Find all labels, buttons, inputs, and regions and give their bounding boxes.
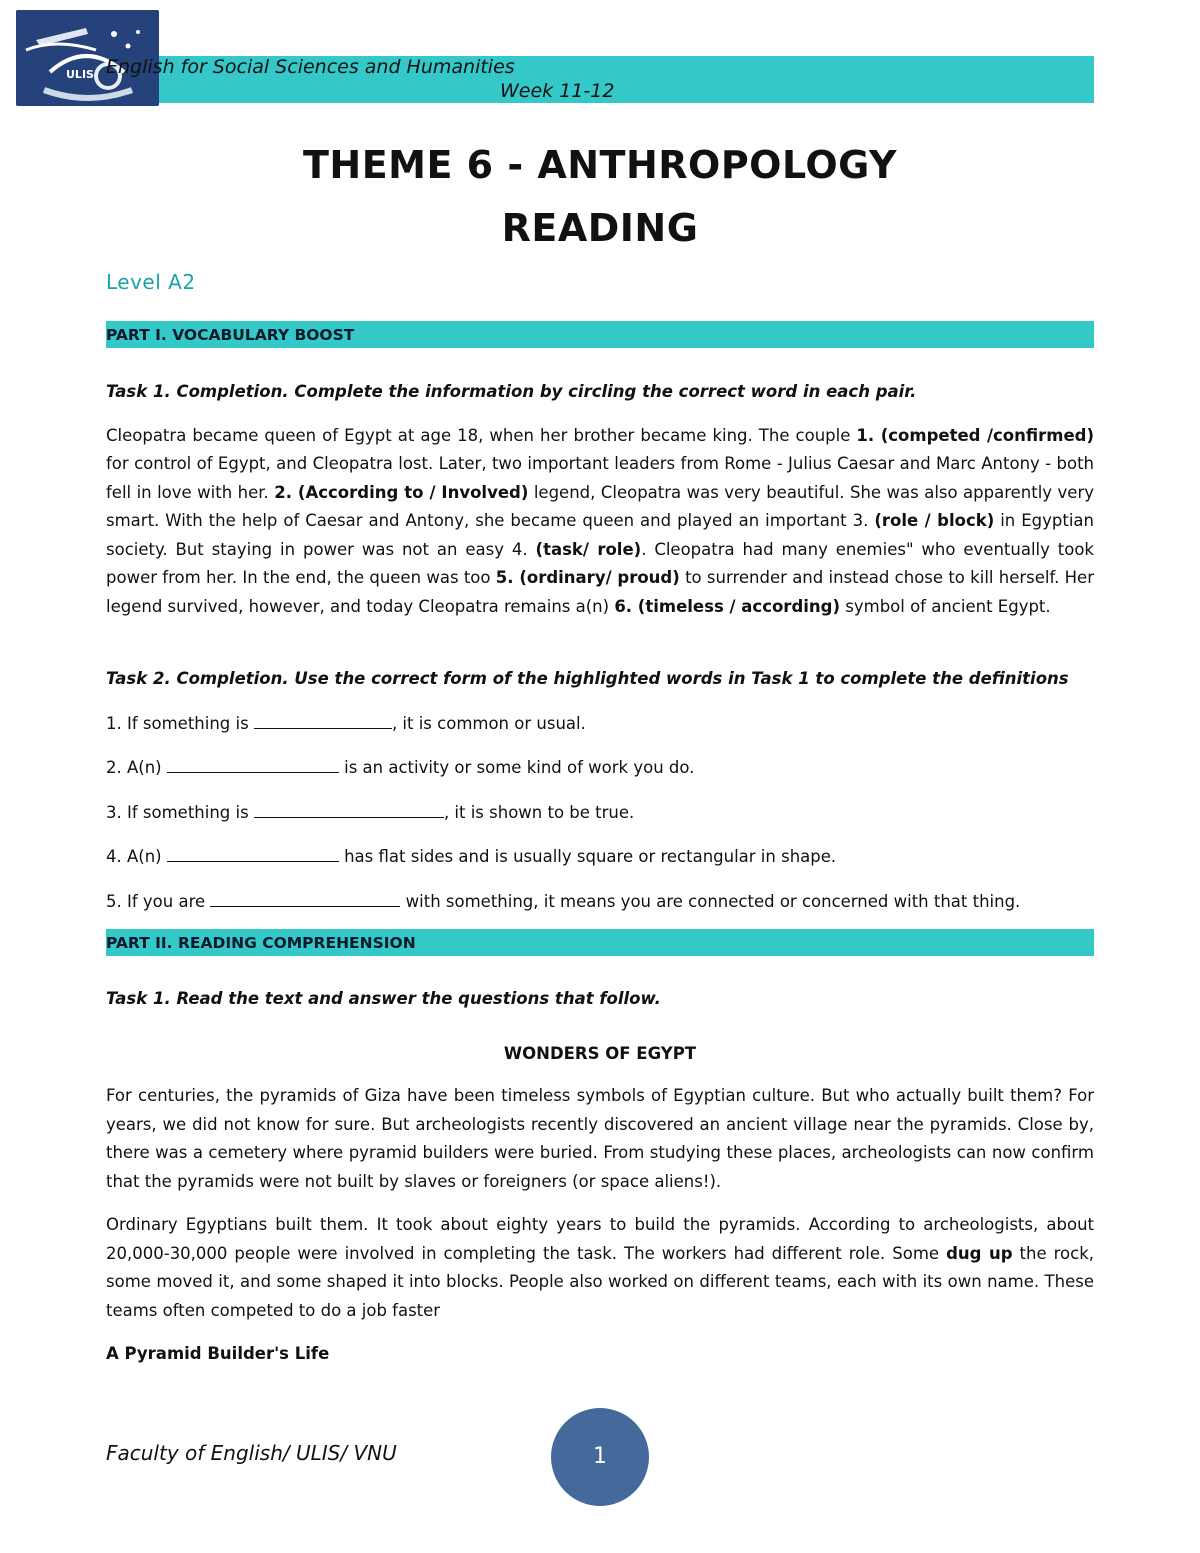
article-p2-bold-text: dug up	[946, 1243, 1013, 1263]
cleopatra-text: to surrender and instead chose to kill herself. Her legend survived, however, and today Cleopatra remains a(n)	[106, 568, 1094, 616]
article-p2-text: Ordinary Egyptians built them. It took about eighty years to build the pyramids. According to archeologists, about 20,000-30,000 people were involved in completing the task. The workers had different role. Some	[106, 1215, 1094, 1263]
article-title: WONDERS OF EGYPT	[503, 1043, 697, 1063]
task2-instruction: Task 2. Completion. Use the correct form of the highlighted words in Task 1 to complete the definitions	[106, 669, 1069, 688]
definition-item	[106, 888, 1094, 917]
page-subtitle: READING	[501, 206, 699, 250]
answer-blank[interactable]	[210, 888, 400, 907]
definition-text: has flat sides and is usually square or rectangular in shape.	[338, 847, 837, 866]
definition-item	[106, 754, 1094, 783]
part1-task2	[106, 665, 1094, 932]
level-label: Level A2	[106, 270, 196, 294]
cleopatra-bold-text: 6. (timeless / according)	[614, 596, 841, 616]
definition-text: 3. If something is	[106, 802, 254, 822]
cleopatra-bold-text: (task/ role)	[535, 539, 642, 559]
article-paragraph-1	[106, 1082, 1094, 1196]
logo-text: ULIS	[66, 68, 94, 81]
definition-item	[106, 799, 1094, 828]
cleopatra-paragraph	[106, 422, 1094, 622]
definition-text: 4. A(n)	[106, 847, 167, 866]
footer-text: Faculty of English/ ULIS/ VNU	[106, 1441, 397, 1465]
definition-text: , it is common or usual.	[391, 713, 586, 733]
definition-item	[106, 710, 1094, 739]
article-paragraph-2	[106, 1211, 1094, 1325]
definition-text: 1. If something is	[106, 713, 254, 733]
answer-blank[interactable]	[254, 710, 392, 729]
answer-blank[interactable]	[167, 843, 339, 862]
cleopatra-text: . Cleopatra had many enemies" who eventually took power from her. In the end, the queen was too	[106, 539, 1094, 587]
cleopatra-text: for control of Egypt, and Cleopatra lost. Later, two important leaders from Rome - Julius Caesar and Marc Antony - both fell in love with her.	[106, 454, 1094, 502]
part1-heading: PART I. VOCABULARY BOOST	[106, 326, 355, 344]
page-number: 1	[551, 1408, 649, 1506]
course-title: English for Social Sciences and Humanities	[106, 56, 515, 78]
task1-instruction: Task 1. Completion. Complete the information by circling the correct word in each pair.	[106, 382, 917, 401]
cleopatra-text: symbol of ancient Egypt.	[840, 596, 1051, 616]
cleopatra-bold-text: (role / block)	[874, 511, 995, 530]
cleopatra-bold-text: 1. (competed /confirmed)	[856, 425, 1094, 445]
part1-task1	[106, 378, 1094, 621]
part2-task1	[106, 985, 1094, 1369]
definition-text: is an activity or some kind of work you do.	[338, 758, 695, 777]
definition-text: 5. If you are	[106, 891, 211, 911]
article-p1-text: For centuries, the pyramids of Giza have been timeless symbols of Egyptian culture. But who actually built them? For years, we did not know for sure. But archeologists recently discovered an ancient village near the pyramids. Close by, there was a cemetery where pyramid builders were buried. From studying these places, archeologists can now confirm that the pyramids were not built by slaves or foreigners (or space aliens!).	[106, 1086, 1094, 1191]
definition-item	[106, 843, 1094, 872]
part2-task1-instruction: Task 1. Read the text and answer the questions that follow.	[106, 989, 661, 1008]
answer-blank[interactable]	[167, 754, 339, 773]
article-p2-text: the rock, some moved it, and some shaped it into blocks. People also worked on different teams, each with its own name. These teams often competed to do a job faster	[106, 1243, 1094, 1320]
definition-text: , it is shown to be true.	[443, 802, 635, 822]
page-title: THEME 6 - ANTHROPOLOGY	[302, 143, 898, 187]
definition-text: 2. A(n)	[106, 758, 167, 777]
cleopatra-text: in Egyptian society. But staying in power was not an easy 4.	[106, 511, 1094, 559]
part2-heading: PART II. READING COMPREHENSION	[106, 934, 416, 952]
cleopatra-bold-text: 2. (According to / Involved)	[274, 482, 529, 502]
cleopatra-text: legend, Cleopatra was very beautiful. She was also apparently very smart. With the help of Caesar and Antony, she became queen and played an important 3.	[106, 482, 1095, 530]
cleopatra-bold-text: 5. (ordinary/ proud)	[495, 568, 680, 587]
week-label: Week 11-12	[500, 80, 615, 102]
cleopatra-text: Cleopatra became queen of Egypt at age 18, when her brother became king. The couple	[106, 425, 857, 445]
definition-text: with something, it means you are connected or concerned with that thing.	[400, 891, 1021, 911]
answer-blank[interactable]	[254, 799, 444, 818]
article-subheading: A Pyramid Builder's Life	[106, 1344, 330, 1363]
definition-list	[106, 710, 1094, 917]
